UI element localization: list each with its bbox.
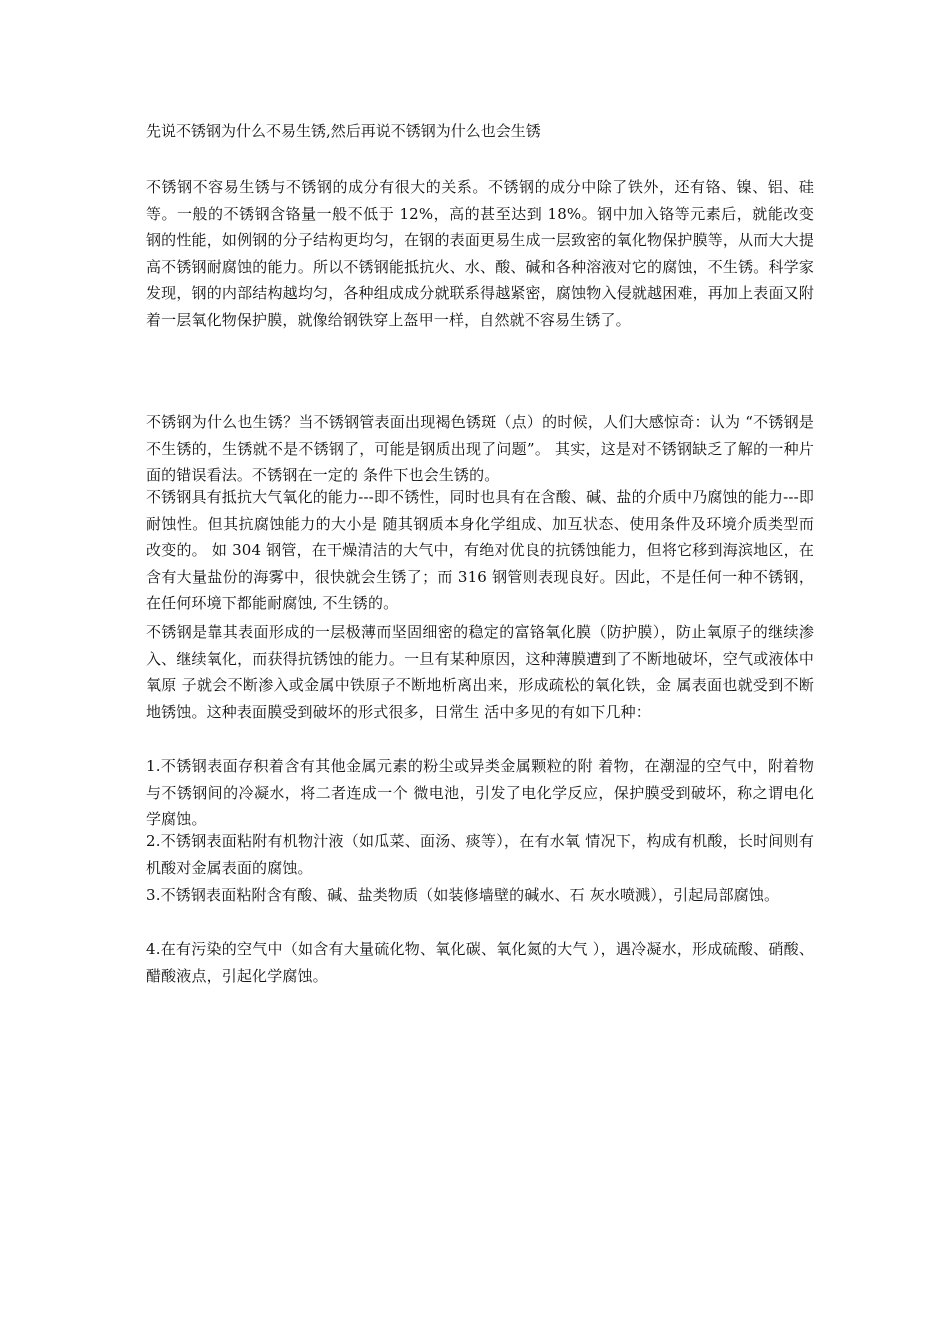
document-title: 先说不锈钢为什么不易生锈,然后再说不锈钢为什么也会生锈 <box>146 122 541 140</box>
paragraph-why-not-rust: 不锈钢不容易生锈与不锈钢的成分有很大的关系。不锈钢的成分中除了铁外，还有铬、镍、铝、硅等。一般的不锈钢含铬量一般不低于 12%，高的甚至达到 18%。钢中加入铬等元素后，就能改变钢的性能，如例钢的分子结构更均匀，在钢的表面更易生成一层致密的氧化物保护膜等，从而大大提高不锈钢耐腐蚀的能力。所以不锈钢能抵抗火、水、酸、碱和各种溶液对它的腐蚀，不生锈。科学家发现，钢的内部结构越均匀，各种组成成分就联系得越紧密，腐蚀物入侵就越困难，再加上表面又附着一层氧化物保护膜，就像给钢铁穿上盔甲一样，自然就不容易生锈了。 <box>146 178 814 329</box>
list-item-4: 4.在有污染的空气中（如含有大量硫化物、氧化碳、氧化氮的大气 ），遇冷凝水，形成硫酸、硝酸、醋酸液点，引起化学腐蚀。 <box>146 940 814 985</box>
list-item-1: 1.不锈钢表面存积着含有其他金属元素的粉尘或异类金属颗粒的附 着物，在潮湿的空气中，附着物与不锈钢间的冷凝水，将二者连成一个 微电池，引发了电化学反应，保护膜受到破坏，称之谓电化学腐蚀。 <box>146 757 814 828</box>
list-item-2: 2.不锈钢表面粘附有机物汁液（如瓜菜、面汤、痰等），在有水氧 情况下，构成有机酸，长时间则有机酸对金属表面的腐蚀。 <box>146 832 814 877</box>
paragraph-why-rust-intro: 不锈钢为什么也生锈？当不锈钢管表面出现褐色锈斑（点）的时候，人们大感惊奇：认为 “不锈钢是不生锈的，生锈就不是不锈钢了，可能是钢质出现了问题”。 其实，这是对不锈钢缺乏了解的一种片面的错误看法。不锈钢在一定的 条件下也会生锈的。 <box>146 413 814 484</box>
paragraph-corrosion-resistance: 不锈钢具有抵抗大气氧化的能力---即不锈性，同时也具有在含酸、碱、盐的介质中乃腐蚀的能力---即耐蚀性。但其抗腐蚀能力的大小是 随其钢质本身化学组成、加互状态、使用条件及环境介质类型而改变的。 如 304 钢管，在干燥清洁的大气中，有绝对优良的抗锈蚀能力，但将它移到海滨地区，在含有大量盐份的海雾中，很快就会生锈了；而 316 钢管则表现良好。因此，不是任何一种不锈钢，在任何环境下都能耐腐蚀, 不生锈的。 <box>146 488 814 612</box>
paragraph-oxide-film: 不锈钢是靠其表面形成的一层极薄而坚固细密的稳定的富铬氧化膜（防护膜），防止氧原子的继续渗入、继续氧化，而获得抗锈蚀的能力。一旦有某种原因，这种薄膜遭到了不断地破坏，空气或液体中氧原 子就会不断渗入或金属中铁原子不断地析离出来，形成疏松的氧化铁，金 属表面也就受到不断地锈蚀。这种表面膜受到破坏的形式很多，日常生 活中多见的有如下几种： <box>146 623 814 721</box>
list-item-3: 3.不锈钢表面粘附含有酸、碱、盐类物质（如装修墙壁的碱水、石 灰水喷溅），引起局部腐蚀。 <box>146 886 780 904</box>
